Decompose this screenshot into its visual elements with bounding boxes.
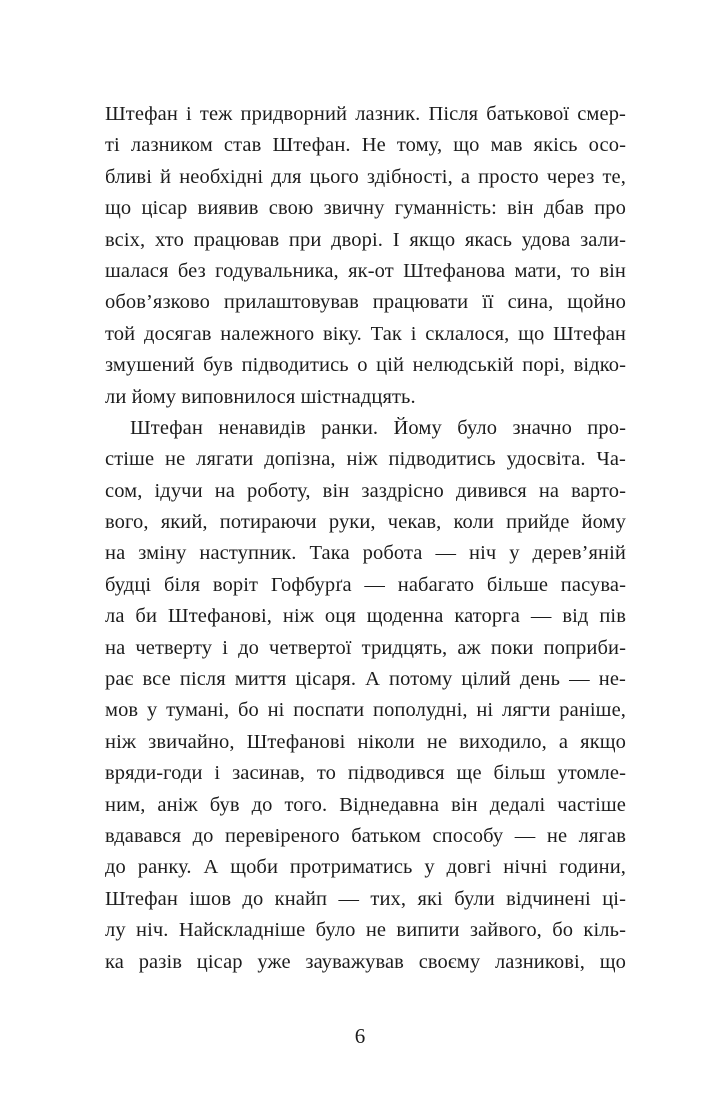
text-line: всіх, хто працював при дворі. І якщо якась удова зали- [105, 228, 626, 251]
text-line: сом, ідучи на роботу, він заздрісно дивився на варто- [105, 479, 626, 502]
text-line: Штефан і теж придворний лазник. Після батькової смер- [105, 103, 626, 125]
text-line: рає все після миття цісаря. А потому цілий день — не- [105, 668, 626, 691]
text-line: ли йому виповнилося шістнадцять. [105, 385, 416, 408]
text-line: ка разів цісар уже зауважував своєму лазникові, що [105, 950, 626, 973]
text-line: стіше не лягати допізна, ніж підводитись удосвіта. Ча- [105, 448, 626, 471]
text-line: Штефан ішов до кнайп — тих, які були відчинені ці- [105, 887, 626, 910]
text-line: на зміну наступник. Така робота — ніч у дерев’яній [105, 542, 626, 565]
text-line: ним, аніж був до того. Віднедавна він дедалі частіше [105, 793, 626, 816]
text-line: змушений був підводитись о цій нелюдській порі, відко- [105, 354, 626, 377]
text-line: шалася без годувальника, як-от Штефанова мати, то він [105, 259, 626, 282]
text-line: вдавався до перевіреного батьком способу — не лягав [105, 824, 626, 847]
text-line: вого, який, потираючи руки, чекав, коли прийде йому [105, 511, 626, 534]
text-line: бливі й необхідні для цього здібності, а просто через те, [105, 165, 626, 188]
text-line: обов’язково прилаштовував працювати її сина, щойно [105, 291, 626, 314]
text-line: той досягав належного віку. Так і склалося, що Штефан [105, 322, 626, 345]
text-line: ла би Штефанові, ніж оця щоденна каторга — від пів [105, 605, 626, 628]
text-line: Штефан ненавидів ранки. Йому було значно про- [130, 416, 626, 439]
page-number: 6 [354, 1024, 366, 1048]
text-line: до ранку. А щоби протриматись у довгі нічні години, [105, 856, 626, 879]
text-line: ті лазником став Штефан. Не тому, що мав якісь осо- [105, 134, 626, 157]
text-line: будці біля воріт Гофбурґа — набагато більше пасува- [105, 573, 626, 596]
text-line: вряди-годи і засинав, то підводився ще більш утомле- [105, 762, 626, 785]
page-text-block [105, 99, 626, 978]
text-line: ніж звичайно, Штефанові ніколи не виходило, а якщо [105, 730, 626, 753]
text-line: лу ніч. Найскладніше було не випити зайвого, бо кіль- [105, 919, 626, 942]
text-line: що цісар виявив свою звичну гуманність: він дбав про [105, 197, 626, 220]
text-line: на четверту і до четвертої тридцять, аж поки поприби- [105, 636, 626, 659]
text-line: мов у тумані, бо ні поспати пополудні, ні лягти раніше, [105, 699, 626, 722]
